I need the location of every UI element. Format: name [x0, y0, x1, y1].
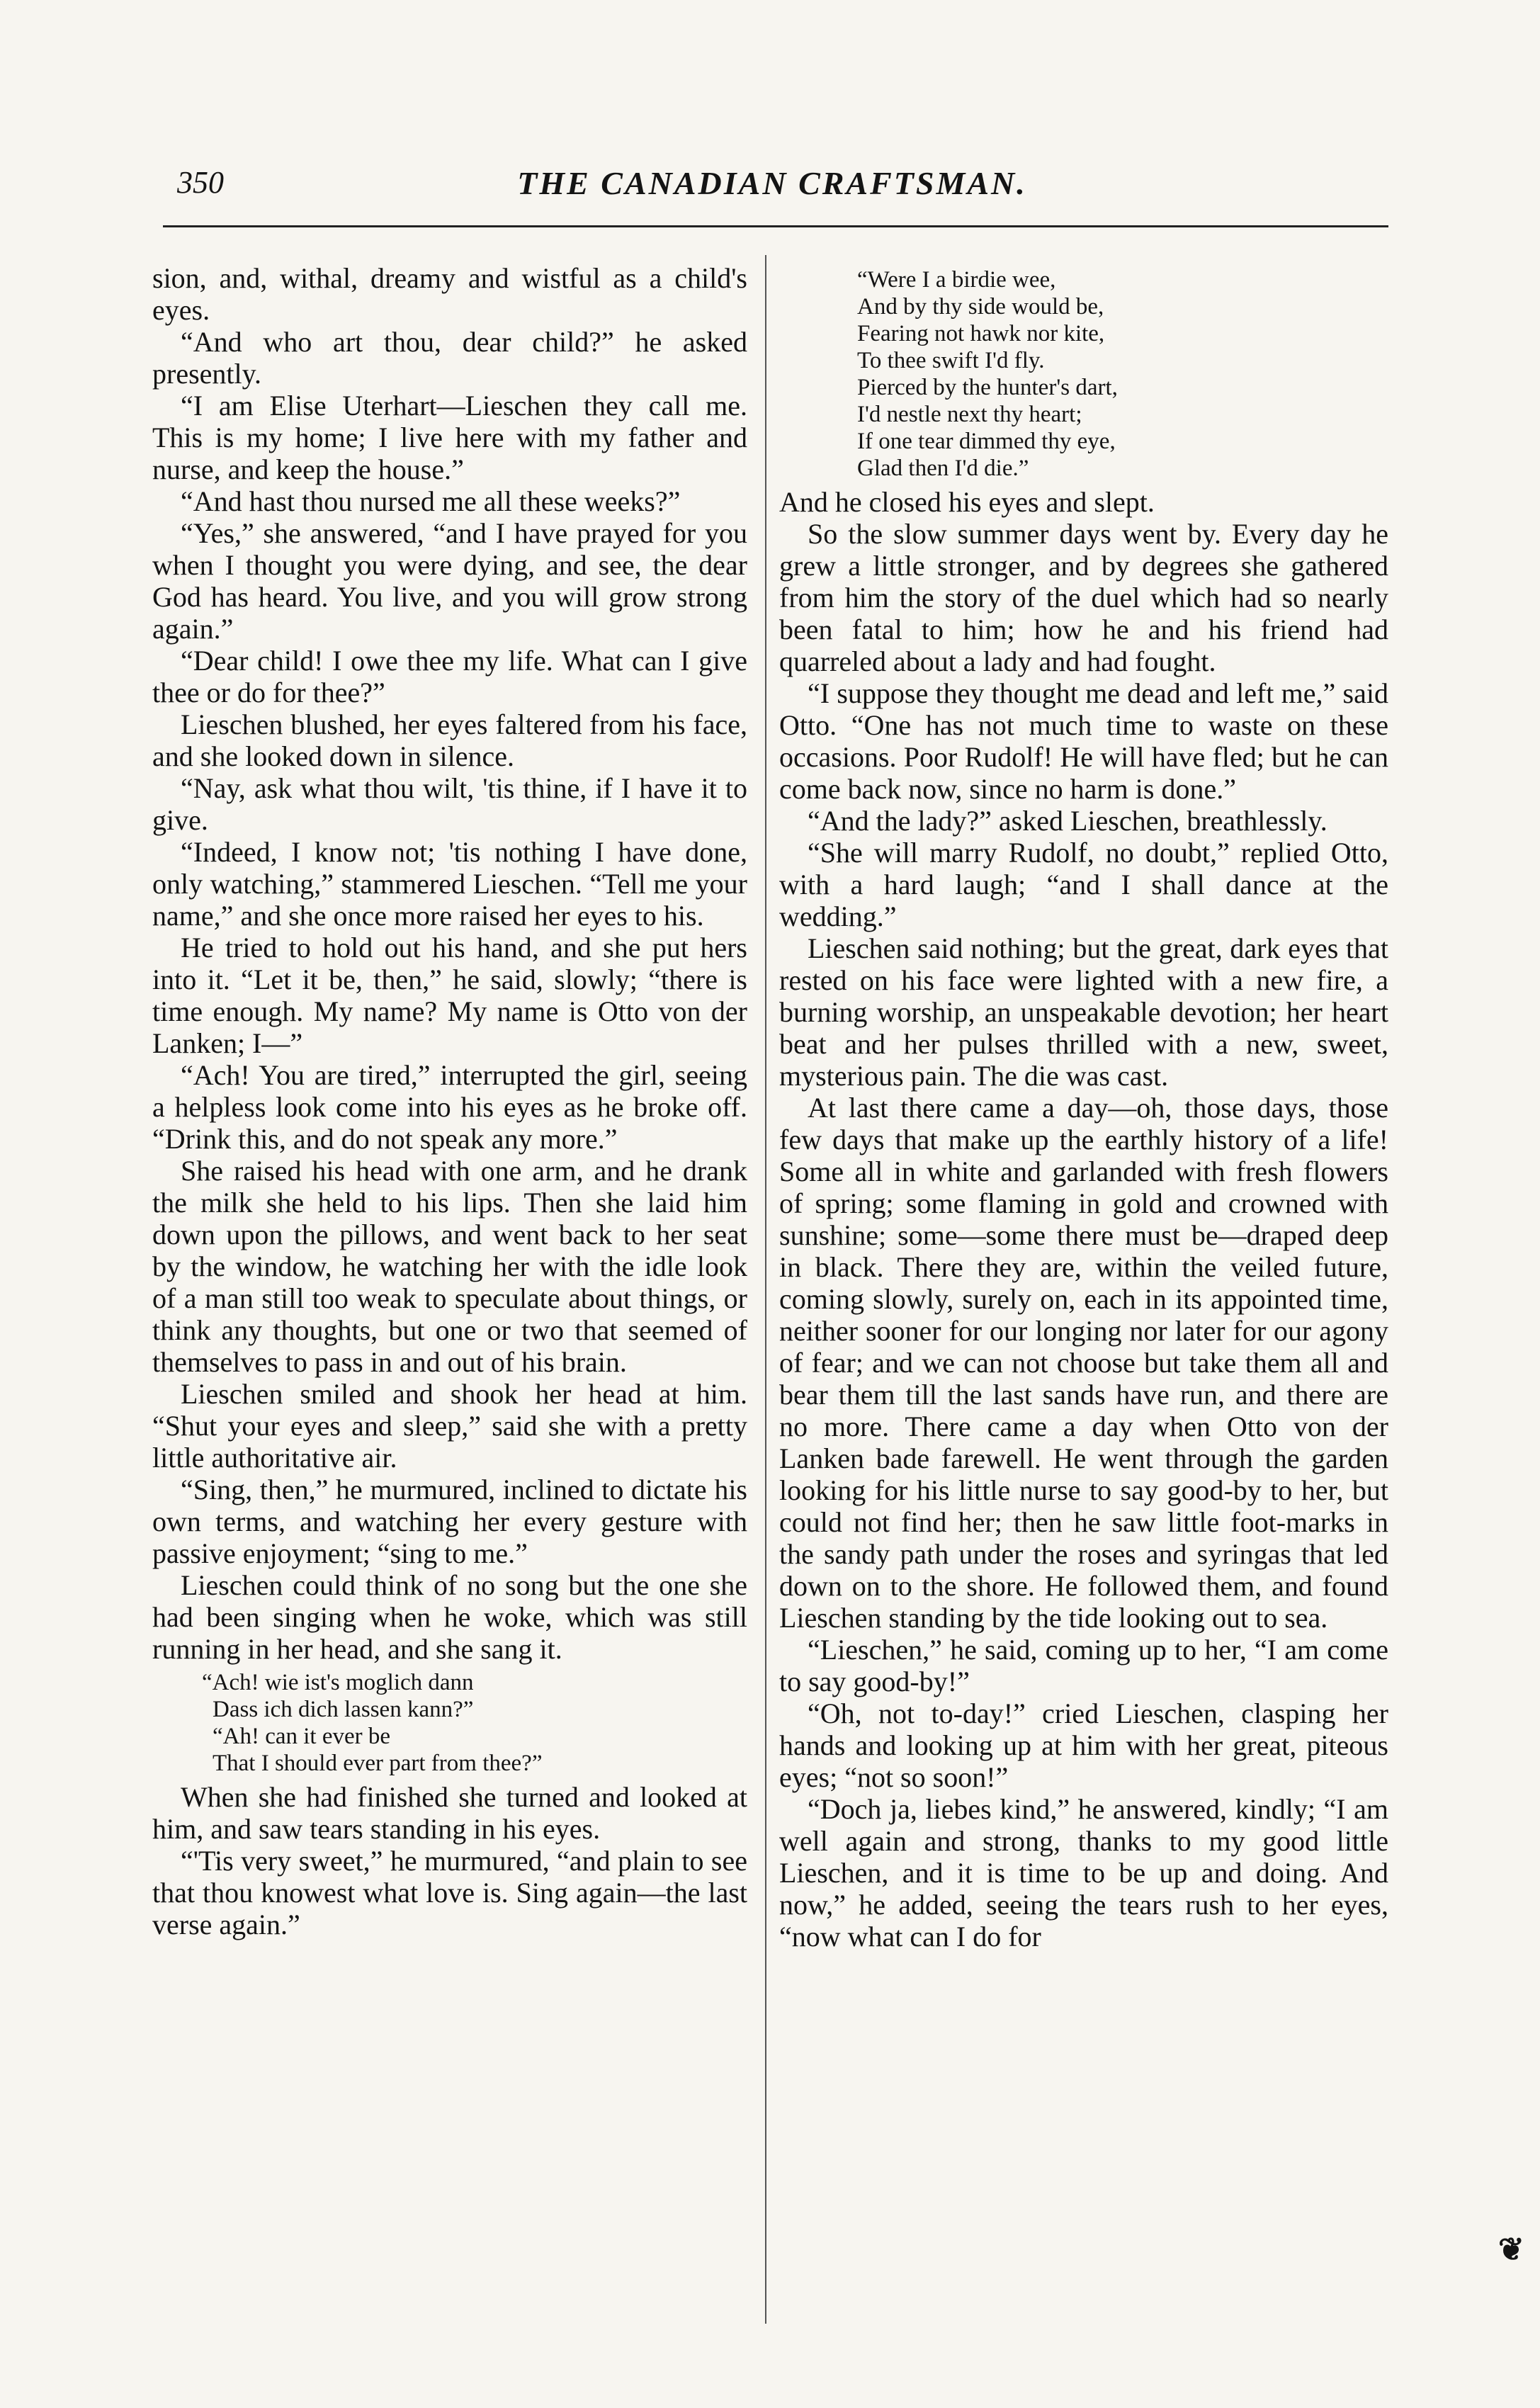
header-rule: [163, 225, 1388, 227]
paragraph: At last there came a day—oh, those days, those few days that make up the earthly history of a life! Some all in white and garlanded with fresh flowers of spring; some flaming in gold and crowned with sunshine; some—some there must be—draped deep in black. There they are, within the veiled future, coming slowly, surely on, each in its appointed time, neither sooner for our longing nor later for our agony of fear; and we can not choose but take them all and bear them till the last sands have run, and there are no more. There came a day when Otto von der Lanken bade farewell. He went through the garden looking for his little nurse to say good-by to her, but could not find her; then he saw little foot-marks in the sandy path under the roses and syringas that led down on to the shore. He followed them, and found Lieschen standing by the tide looking out to sea.: [779, 1092, 1388, 1634]
left-column: [152, 262, 747, 1940]
verse-line: If one tear dimmed thy eye,: [857, 429, 1116, 454]
paragraph: “Ach! You are tired,” interrupted the girl, seeing a helpless look come into his eyes as he broke off. “Drink this, and do not speak any more.”: [152, 1059, 747, 1155]
paragraph: Lieschen smiled and shook her head at him. “Shut your eyes and sleep,” said she with a pretty little authoritative air.: [152, 1378, 747, 1474]
verse-line: Dass ich dich lassen kann?”: [213, 1697, 474, 1722]
verse-line: To thee swift I'd fly.: [857, 348, 1045, 373]
paragraph: He tried to hold out his hand, and she put hers into it. “Let it be, then,” he said, slowly; “there is time enough. My name? My name is Otto von der Lanken; I—”: [152, 932, 747, 1059]
verse-line: Fearing not hawk nor kite,: [857, 321, 1105, 346]
paragraph: “Yes,” she answered, “and I have prayed for you when I thought you were dying, and see, the dear God has heard. You live, and you will grow strong again.”: [152, 517, 747, 645]
paragraph: “Dear child! I owe thee my life. What can I give thee or do for thee?”: [152, 645, 747, 708]
paragraph: “Doch ja, liebes kind,” he answered, kindly; “I am well again and strong, thanks to my good little Lieschen, and it is time to be up and doing. And now,” he added, seeing the tears rush to her eyes, “now what can I do for: [779, 1793, 1388, 1952]
paragraph: “I am Elise Uterhart—Lieschen they call me. This is my home; I live here with my father and nurse, and keep the house.”: [152, 390, 747, 485]
verse-line: “Were I a birdie wee,: [857, 267, 1056, 293]
song-verse: [779, 266, 1388, 482]
paragraph: sion, and, withal, dreamy and wistful as a child's eyes.: [152, 262, 747, 326]
paragraph: “And who art thou, dear child?” he asked presently.: [152, 326, 747, 390]
verse-line: Glad then I'd die.”: [857, 456, 1029, 481]
page-header: [177, 164, 1367, 214]
paragraph: “I suppose they thought me dead and left me,” said Otto. “One has not much time to waste on these occasions. Poor Rudolf! He will have fled; but he can come back now, since no harm is done.”: [779, 677, 1388, 805]
verse-line: And by thy side would be,: [857, 294, 1104, 320]
right-column: [779, 262, 1388, 1952]
paragraph: “Sing, then,” he murmured, inclined to dictate his own terms, and watching her every gesture with passive enjoyment; “sing to me.”: [152, 1474, 747, 1569]
paragraph: “Oh, not to-day!” cried Lieschen, clasping her hands and looking up at him with her great, piteous eyes; “not so soon!”: [779, 1697, 1388, 1793]
paragraph: She raised his head with one arm, and he drank the milk she held to his lips. Then she laid him down upon the pillows, and went back to her seat by the window, he watching her with the idle look of a man still too weak to speculate about things, or think any thoughts, but one or two that seemed of themselves to pass in and out of his brain.: [152, 1155, 747, 1378]
paragraph: And he closed his eyes and slept.: [779, 486, 1155, 518]
song-verse: [152, 1669, 747, 1777]
paragraph: Lieschen could think of no song but the one she had been singing when he woke, which was still running in her head, and she sang it.: [152, 1569, 747, 1665]
paragraph: “And the lady?” asked Lieschen, breathlessly.: [808, 805, 1327, 837]
verse-line: “Ach! wie ist's moglich dann: [202, 1670, 474, 1695]
paragraph: “She will marry Rudolf, no doubt,” replied Otto, with a hard laugh; “and I shall dance at the wedding.”: [779, 837, 1388, 932]
running-title: THE CANADIAN CRAFTSMAN.: [517, 165, 1027, 201]
paragraph: When she had finished she turned and looked at him, and saw tears standing in his eyes.: [152, 1781, 747, 1845]
paragraph: “Lieschen,” he said, coming up to her, “I am come to say good-by!”: [779, 1634, 1388, 1697]
verse-line: Pierced by the hunter's dart,: [857, 375, 1118, 400]
paragraph: So the slow summer days went by. Every day he grew a little stronger, and by degrees she gathered from him the story of the duel which had so nearly been fatal to him; how he and his friend had quarreled about a lady and had fought.: [779, 518, 1388, 677]
page-number: 350: [177, 165, 224, 200]
paragraph: “And hast thou nursed me all these weeks?”: [181, 485, 681, 517]
paragraph: “'Tis very sweet,” he murmured, “and plain to see that thou knowest what love is. Sing again—the last verse again.”: [152, 1845, 747, 1940]
verse-line: That I should ever part from thee?”: [213, 1751, 543, 1776]
paragraph: “Nay, ask what thou wilt, 'tis thine, if I have it to give.: [152, 772, 747, 836]
column-divider: [765, 255, 766, 2324]
paragraph: Lieschen said nothing; but the great, dark eyes that rested on his face were lighted with a new fire, a burning worship, an unspeakable devotion; her heart beat and her pulses thrilled with a new, sweet, mysterious pain. The die was cast.: [779, 932, 1388, 1092]
margin-ink-mark: ❦: [1498, 2232, 1524, 2267]
paragraph: “Indeed, I know not; 'tis nothing I have done, only watching,” stammered Lieschen. “Tell me your name,” and she once more raised her eyes to his.: [152, 836, 747, 932]
paragraph: Lieschen blushed, her eyes faltered from his face, and she looked down in silence.: [152, 708, 747, 772]
verse-line: I'd nestle next thy heart;: [857, 402, 1082, 427]
verse-line: “Ah! can it ever be: [213, 1724, 391, 1749]
